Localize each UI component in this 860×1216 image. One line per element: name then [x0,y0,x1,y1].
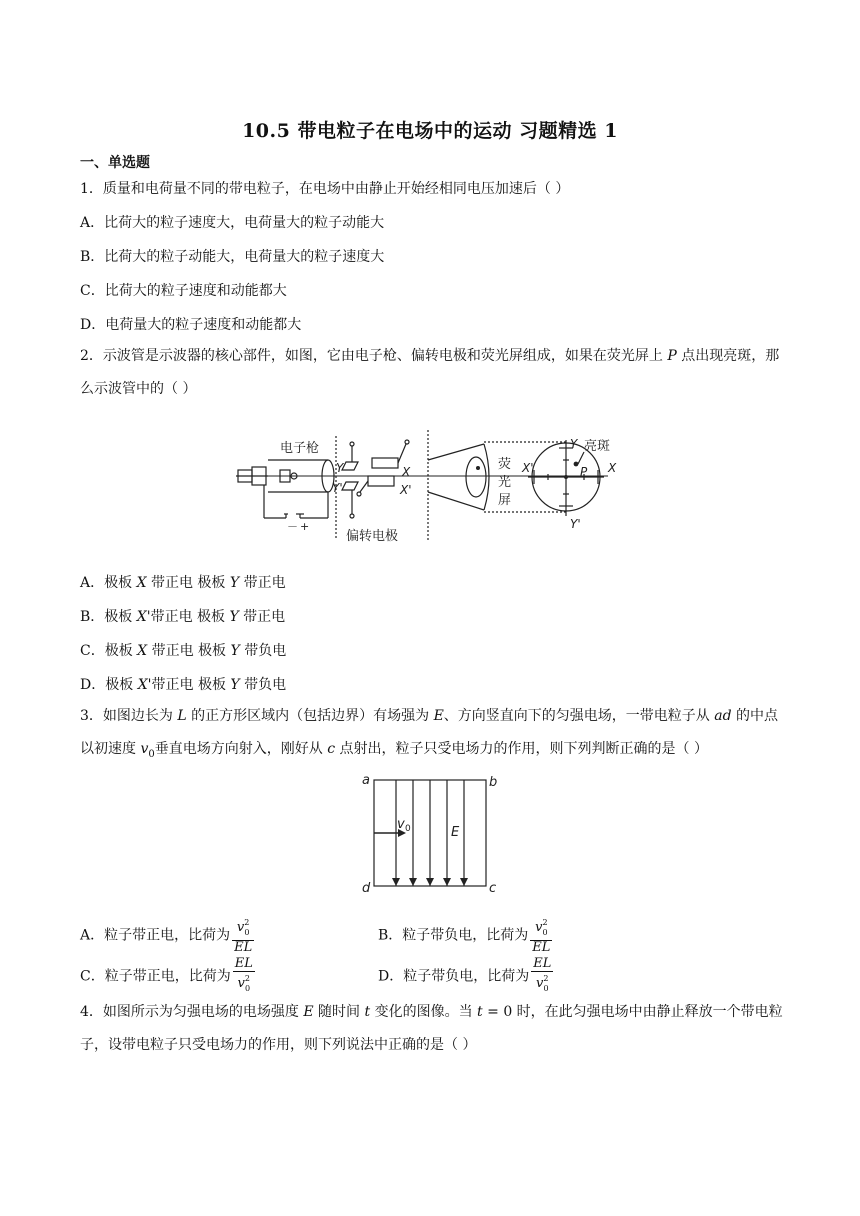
q1-option-d: D．电荷量大的粒子速度和动能都大 [80,317,302,333]
fraction-v0sq-over-el: $\frac{v^2_0}{EL}$ [234,918,253,955]
label-screen-p: P [580,465,588,479]
label-velocity: v [397,817,405,832]
fraction-v0sq-over-el: $\frac{v^2_0}{EL}$ [532,918,551,955]
label-field-e: E [451,825,460,840]
q3-option-c: C．粒子带正电，比荷为 $\frac{EL}{v^2_0}$ [80,957,255,996]
label-screen-2: 光 [498,475,512,490]
label-gun: 电子枪 [280,441,320,456]
q1-option-c: C．比荷大的粒子速度和动能都大 [80,283,287,299]
spot-p-dot [574,462,579,467]
square-field-figure [358,772,508,894]
page-title: 10.5 带电粒子在电场中的运动 习题精选 1 [242,120,618,142]
label-plate-xp: X' [400,483,412,497]
q2-stem-p: P [667,348,677,364]
label-screen-xp: X' [522,461,534,475]
spot-on-tube [476,466,480,470]
oscilloscope-figure [228,430,628,546]
label-deflect: 偏转电极 [346,529,399,544]
screen-center-dot [564,475,568,479]
label-screen-3: 屏 [498,493,512,508]
q3-stem: 3．如图边长为 L 的正方形区域内（包括边界）有场强为 E、方向竖直向下的匀强电场，一带电粒子从 ad 的中点以初速度 $v_0$垂直电场方向射入，刚好从 c 点射出，粒子只受电场力的作用，则下列判断正确的是（ ） [80,708,779,760]
label-spot: 亮斑 [584,439,611,454]
label-minus: － [287,520,298,533]
q2-option-b: B．极板 X'带正电 极板 Y 带正电 [80,609,286,625]
label-screen-x: X [608,461,617,475]
q2-option-c: C．极板 X 带正电 极板 Y 带负电 [80,643,287,659]
label-velocity-sub: 0 [405,824,411,834]
q1-option-a: A．比荷大的粒子速度大，电荷量大的粒子动能大 [80,215,385,231]
label-screen-yp: Y' [570,517,581,531]
q1-stem: 1．质量和电荷量不同的带电粒子，在电场中由静止开始经相同电压加速后（ ） [80,181,570,197]
fraction-el-over-v0sq: $\frac{EL}{v^2_0}$ [234,956,253,993]
label-plate-y: Y [336,461,344,475]
label-plate-yp: Y' [332,481,343,495]
label-corner-a: a [362,773,370,788]
q3-option-b: B．粒子带负电，比荷为 $\frac{v^2_0}{EL}$ [378,918,551,955]
label-plate-x: X [402,465,411,479]
label-corner-b: b [489,775,498,790]
q3-option-d: D．粒子带负电，比荷为 $\frac{EL}{v^2_0}$ [378,957,553,996]
q4-stem: 4．如图所示为匀强电场的电场强度 E 随时间 t 变化的图像。当 t = 0 时，在此匀强电场中由静止释放一个带电粒子，设带电粒子只受电场力的作用，则下列说法中正确的是（ ） [80,1004,783,1053]
q2-option-d: D．极板 X'带正电 极板 Y 带负电 [80,677,287,693]
label-corner-c: c [489,881,497,894]
label-screen-y: Y [570,437,578,451]
q2-option-a: A．极板 X 带正电 极板 Y 带正电 [80,575,286,591]
label-corner-d: d [362,881,371,894]
section-heading: 一、单选题 [80,155,150,171]
label-plus: + [300,520,310,533]
q1-option-b: B．比荷大的粒子动能大，电荷量大的粒子速度大 [80,249,385,265]
q3-option-a: A．粒子带正电，比荷为 $\frac{v^2_0}{EL}$ [80,918,253,955]
q2-stem-text-b: 点出现亮斑，那么示波管中的（ ） [80,348,780,397]
q2-stem-text-a: 2．示波管是示波器的核心部件，如图，它由电子枪、偏转电极和荧光屏组成，如果在荧光屏上 [80,348,668,364]
q2-stem [80,340,790,406]
label-screen-1: 荧 [498,457,512,472]
fraction-el-over-v0sq: $\frac{EL}{v^2_0}$ [533,956,552,993]
